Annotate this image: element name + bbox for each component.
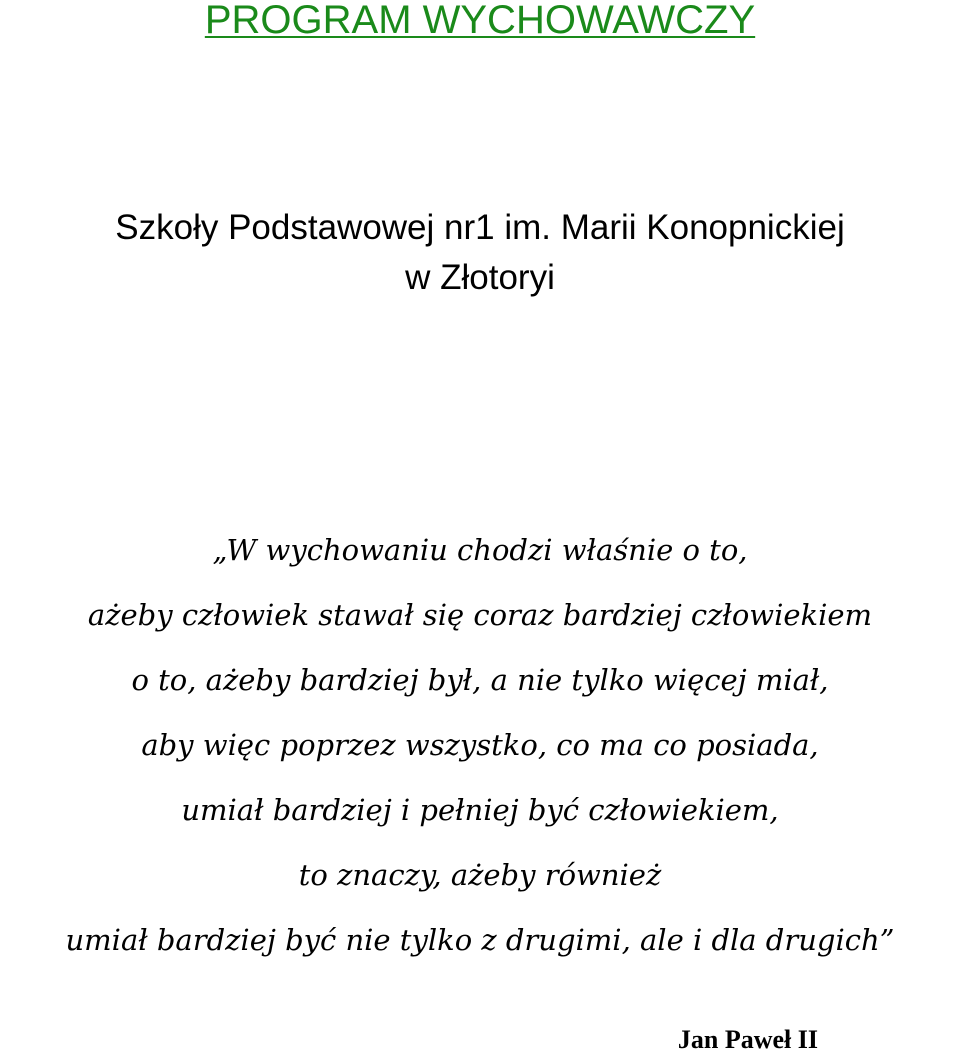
quote-line: o to, ażeby bardziej był, a nie tylko więcej miał, bbox=[131, 663, 829, 697]
quote-line: ażeby człowiek stawał się coraz bardziej człowiekiem bbox=[87, 598, 873, 632]
quote-line: umiał bardziej i pełniej być człowiekiem, bbox=[181, 793, 779, 827]
quote-line: aby więc poprzez wszystko, co ma co posiada, bbox=[141, 728, 819, 762]
school-location: w Złotoryi bbox=[405, 258, 555, 297]
quote-line: umiał bardziej być nie tylko z drugimi, ale i dla drugich” bbox=[65, 923, 895, 957]
quote-line: to znaczy, ażeby również bbox=[298, 858, 662, 892]
document-title: PROGRAM WYCHOWAWCZY bbox=[204, 0, 756, 42]
school-name: Szkoły Podstawowej nr1 im. Marii Konopnickiej bbox=[115, 208, 845, 247]
quote-block bbox=[0, 518, 960, 973]
quote-line: „W wychowaniu chodzi właśnie o to, bbox=[212, 533, 748, 567]
quote-author: Jan Paweł II bbox=[677, 1025, 818, 1054]
